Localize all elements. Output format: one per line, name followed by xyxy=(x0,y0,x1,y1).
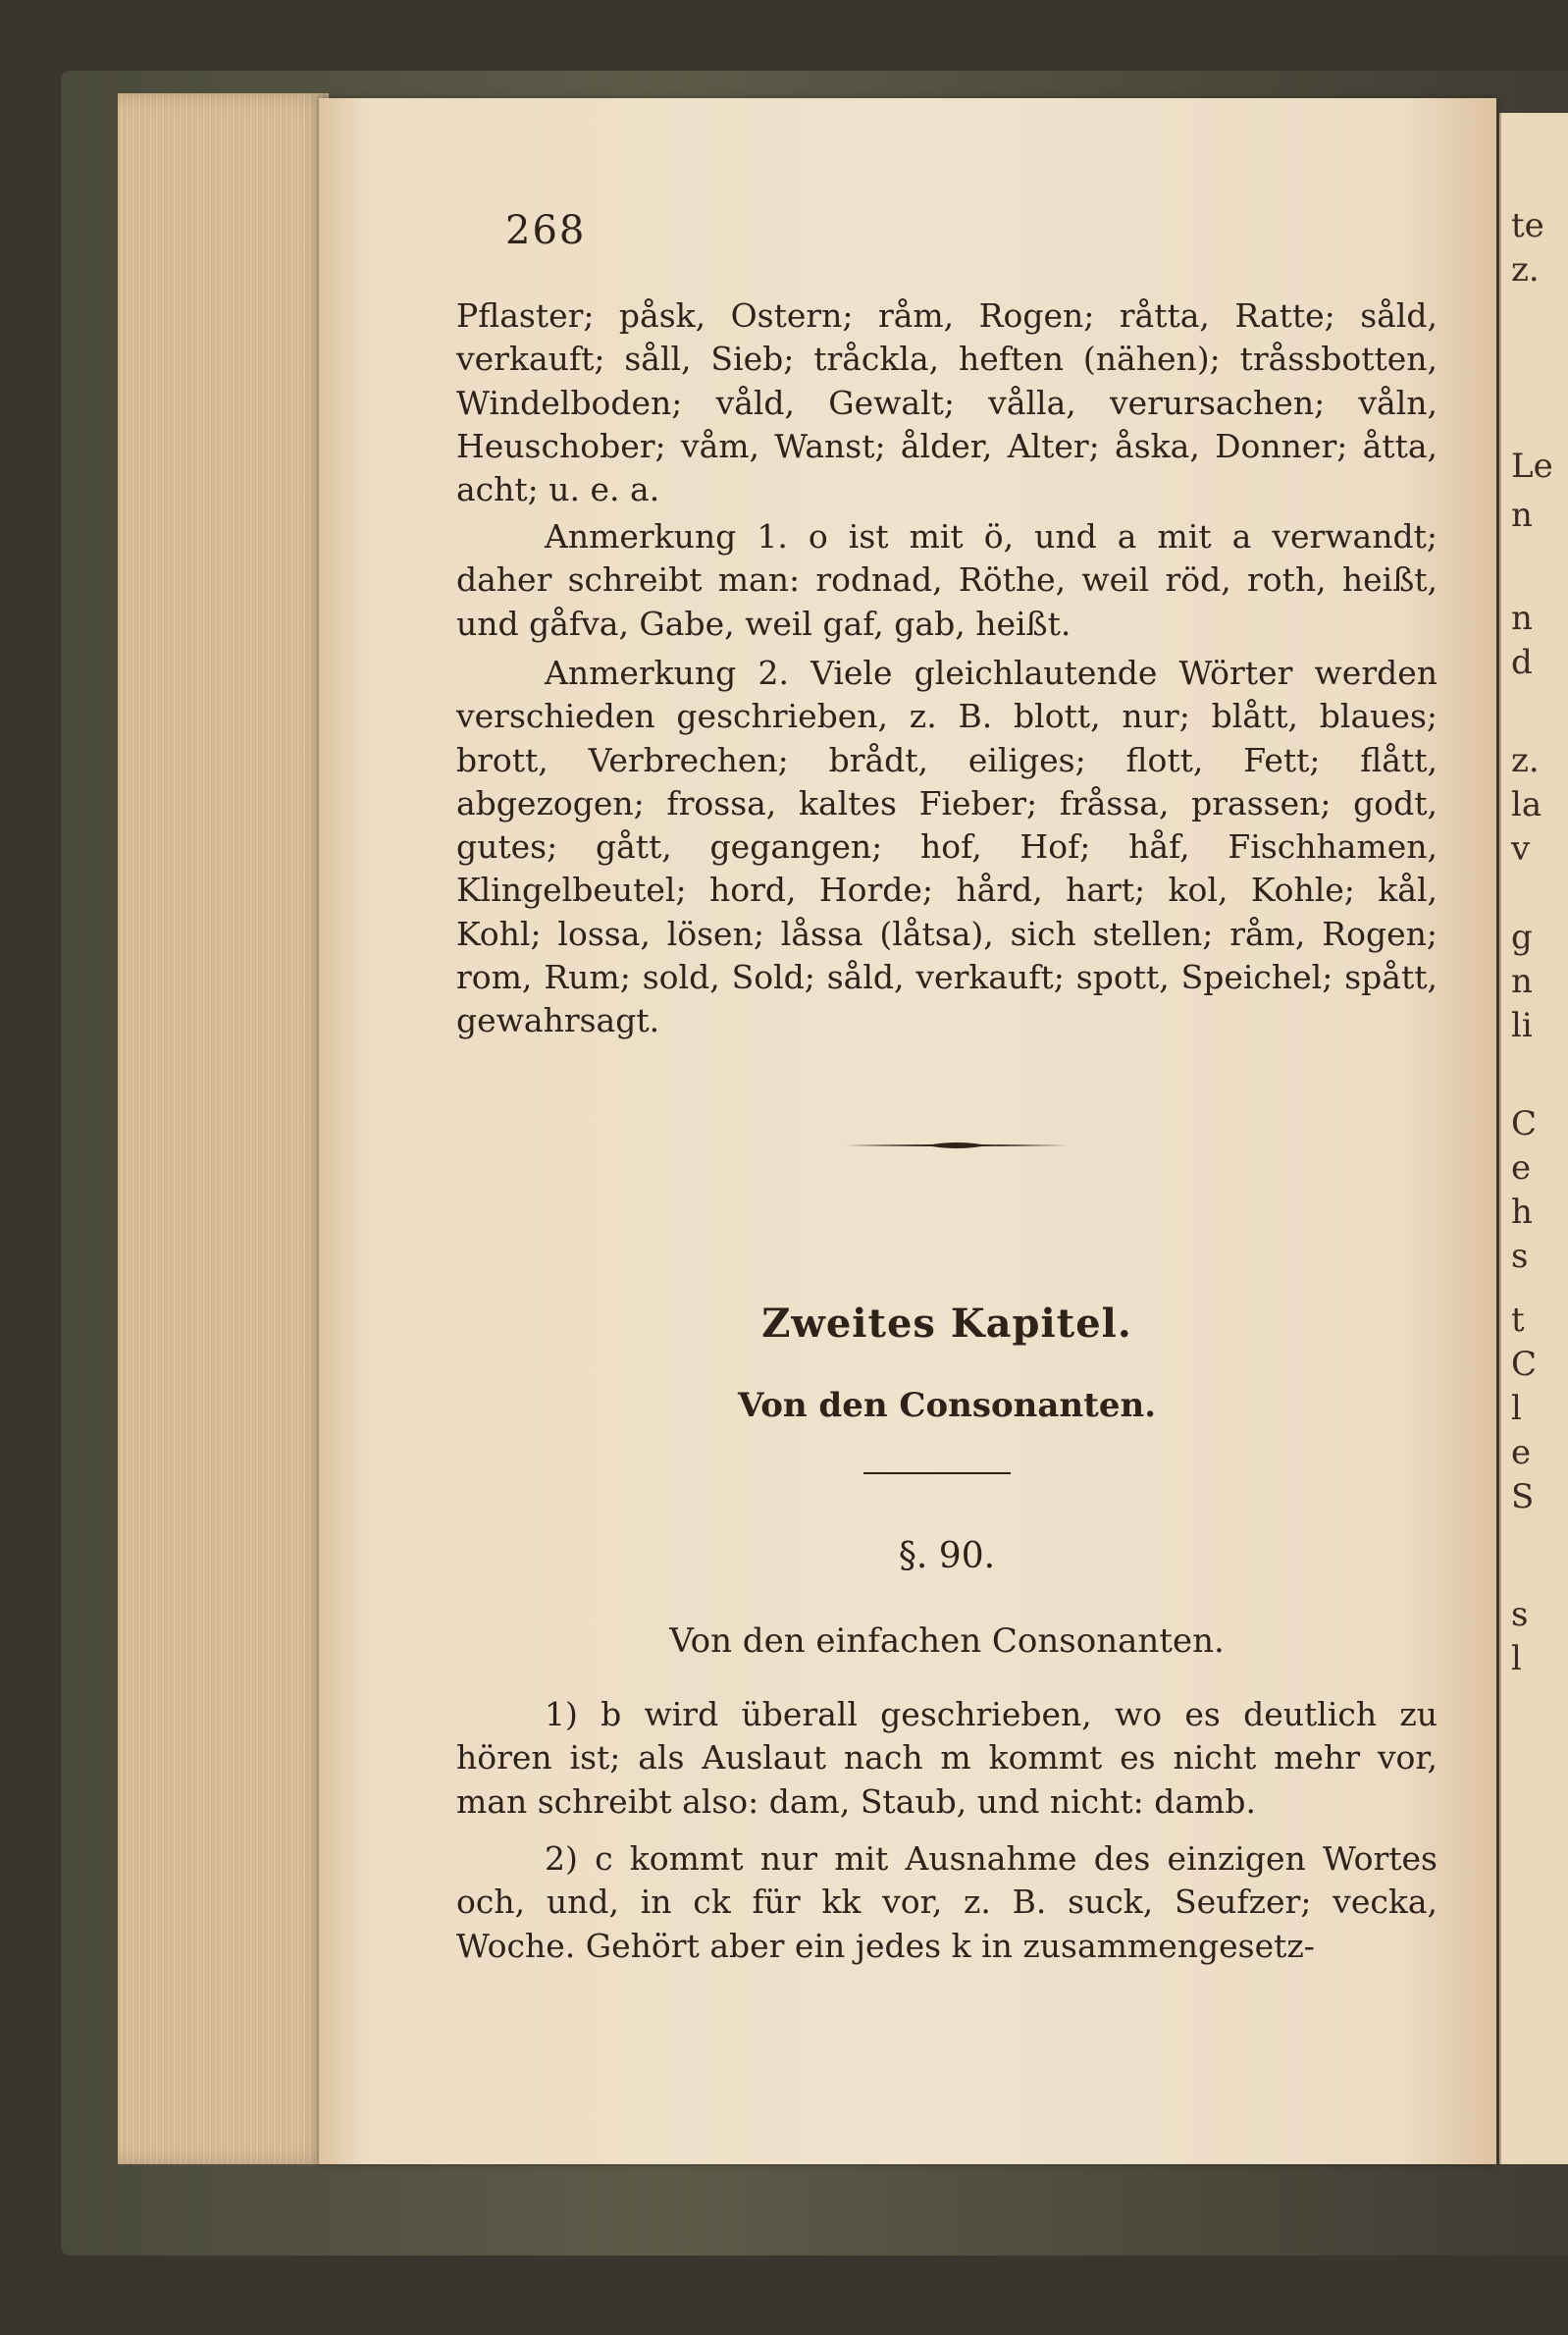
facing-fragment: e xyxy=(1511,1148,1532,1188)
chapter-subtitle: Von den Consonanten. xyxy=(737,1386,1157,1425)
note-1: Anmerkung 1. o ist mit ö, und a mit a verwandt; daher schreibt man: rodnad, Röthe, weil röd, roth, heißt, und gåfva, Gabe, weil gaf, gab, heißt. xyxy=(456,517,1437,643)
facing-fragment: la xyxy=(1511,785,1542,824)
facing-page-edge xyxy=(1499,113,1568,2164)
facing-fragment: Le xyxy=(1511,447,1553,486)
facing-fragment: s xyxy=(1511,1237,1529,1276)
facing-fragment: C xyxy=(1511,1345,1538,1384)
facing-fragment: t xyxy=(1511,1300,1525,1340)
facing-fragment: e xyxy=(1511,1433,1532,1472)
page-number: 268 xyxy=(505,208,587,253)
facing-fragment: z. xyxy=(1511,250,1540,290)
top-paragraph: Pflaster; påsk, Ostern; råm, Rogen; råtta, Ratte; såld, verkauft; såll, Sieb; tråckla, heften (nähen); tråssbotten, Windelboden; våld, Gewalt; vålla, verursachen; våln, Heuschober; våm, Wanst; ålder, Alter; åska, Donner; åtta, acht; u. e. a. xyxy=(456,296,1437,509)
facing-fragment: C xyxy=(1511,1104,1538,1143)
facing-fragment: te xyxy=(1511,206,1544,245)
facing-fragment: n xyxy=(1511,962,1533,1001)
note-2: Anmerkung 2. Viele gleichlautende Wörter werden verschieden geschrieben, z. B. blott, nur; blått, blaues; brott, Verbrechen; brådt, eiliges; flott, Fett; flått, abgezogen; frossa, kaltes Fieber; fråssa, prassen; godt, gutes; gått, gegangen; hof, Hof; håf, Fischhamen, Klingelbeutel; hord, Horde; hård, hart; kol, Kohle; kål, Kohl; lossa, lösen; låssa (låtsa), sich stellen; råm, Rogen; rom, Rum; sold, Sold; såld, verkauft; spott, Speichel; spått, gewahrsagt. xyxy=(456,654,1437,1040)
chapter-title: Zweites Kapitel. xyxy=(761,1300,1132,1347)
paragraph-2: 2) c kommt nur mit Ausnahme des einzigen Wortes och, und, in ck für kk vor, z. B. suck, Seufzer; vecka, Woche. Gehört aber ein jedes k in zusammengesetz- xyxy=(456,1839,1437,1965)
section-number: §. 90. xyxy=(898,1536,996,1576)
facing-fragment: z. xyxy=(1511,741,1540,780)
facing-fragment: g xyxy=(1511,918,1533,957)
facing-fragment: l xyxy=(1511,1639,1522,1678)
divider-rule xyxy=(863,1472,1011,1474)
facing-fragment: S xyxy=(1511,1477,1535,1516)
paragraph-1: 1) b wird überall geschrieben, wo es deutlich zu hören ist; als Auslaut nach m kommt es nicht mehr vor, man schreibt also: dam, Staub, und nicht: damb. xyxy=(456,1695,1437,1821)
facing-fragment: h xyxy=(1511,1193,1533,1232)
page-edges xyxy=(118,93,329,2164)
ornament-divider xyxy=(844,1139,1070,1152)
facing-fragment: li xyxy=(1511,1006,1533,1045)
facing-fragment: v xyxy=(1511,829,1531,869)
facing-fragment: l xyxy=(1511,1389,1522,1428)
facing-fragment: n xyxy=(1511,599,1533,638)
facing-fragment: d xyxy=(1511,643,1533,682)
facing-fragment: s xyxy=(1511,1595,1529,1634)
section-title: Von den einfachen Consonanten. xyxy=(669,1621,1225,1661)
facing-fragment: n xyxy=(1511,496,1533,535)
